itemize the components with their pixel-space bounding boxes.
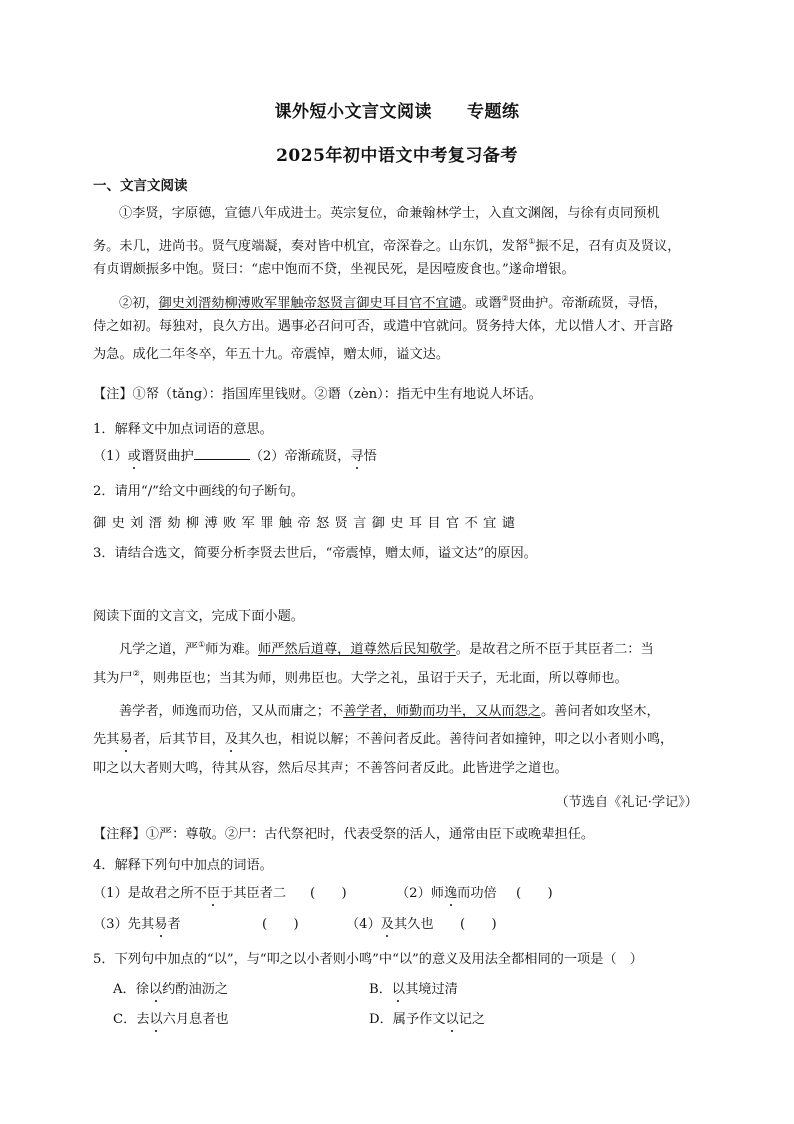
question-4-blank-3[interactable]: ( )	[262, 917, 299, 932]
question-4-stem: 4．解释下列句中加点的词语。	[93, 858, 273, 873]
option-d[interactable]: D．属予作文以记之	[369, 1012, 486, 1027]
passage1-para2-line3: 为急。成化二年冬卒，年五十九。帝震悼，赠太师，谥文达。	[93, 347, 450, 362]
question-2-stem: 2．请用“/”给文中画线的句子断句。	[93, 484, 304, 499]
option-c[interactable]: C．去以六月息者也	[113, 1012, 229, 1027]
passage2-para2-line2: 先其易者，后其节目，及其久也，相说以解；不善问者反此。善待问者如撞钟，叩之以小者则小鸣，	[93, 732, 674, 747]
section-heading: 一、文言文阅读	[93, 178, 188, 194]
question-4-item-3: （3）先其易者	[93, 917, 181, 932]
question-4-item-4: （4）及其久也	[346, 917, 434, 932]
passage1-line2: 务。未几，进尚书。贤气度端凝，奏对皆中机宜，帝深眷之。山东饥，发帑①振不足，召有贞及贤议，	[93, 237, 681, 254]
question-2-characters: 御 史 刘 溍 劾 柳 溥 败 军 罪 触 帝 怒 贤 言 御 史 耳 目 官 不 宜 谴	[93, 516, 516, 531]
option-b[interactable]: B．以其境过清	[369, 982, 458, 997]
question-4-item-1: （1）是故君之所不臣于其臣者二	[93, 886, 287, 901]
passage1-line1: ①李贤，字原德，宣德八年成进士。英宗复位，命兼翰林学士，入直文渊阁，与徐有贞同预机	[119, 206, 660, 221]
passage2-para1-line2: 其为尸②，则弗臣也；当其为师，则弗臣也。大学之礼，虽诏于天子，无北面，所以尊师也。	[93, 669, 628, 686]
note-1: 【注】①帑（tǎng）：指国库里钱财。②谮（zèn）：指无中生有地说人坏话。	[93, 387, 542, 402]
question-4-item-2: （2）师逸而功倍	[396, 886, 497, 901]
question-4-blank-4[interactable]: ( )	[460, 917, 497, 932]
passage1-line3: 有贞谓颇振多中饱。贤曰：“虑中饱而不贷，坐视民死，是因噎废食也。”遂命增银。	[93, 262, 575, 277]
question-4-blank-1[interactable]: ( )	[310, 886, 347, 901]
question-1-items: （1）或谮贤曲护 （2）帝渐疏贤，寻悟	[93, 449, 377, 464]
option-a[interactable]: A．徐以约酌油沥之	[113, 982, 229, 997]
passage2-para2-line3: 叩之以大者则大鸣，待其从容，然后尽其声；不善答问者反此。此皆进学之道也。	[93, 761, 568, 776]
page-title: 课外短小文言文阅读 专题练	[274, 102, 520, 122]
underlined-sentence-3: 善学者，师勤而功半，又从而怨之	[343, 704, 541, 719]
question-5-stem: 5．下列句中加点的“以”，与“叩之以小者则小鸣”中“以”的意义及用法全都相同的一项是（ ）	[93, 952, 643, 967]
underlined-sentence-2: 师严然后道尊，道尊然后民知敬学	[258, 642, 456, 657]
underlined-sentence: 御史刘溍劾柳溥败军罪触帝怒贤言御史耳目官不宜谴	[158, 296, 462, 311]
passage2-intro: 阅读下面的文言文，完成下面小题。	[93, 609, 304, 624]
passage2-para1-line1: 凡学之道，严①师为难。师严然后道尊，道尊然后民知敬学。是故君之所不臣于其臣者二：当	[119, 640, 654, 657]
note-2: 【注释】①严：尊敬。②尸：古代祭祀时，代表受祭的活人，通常由臣下或晚辈担任。	[93, 827, 595, 842]
page-subtitle: 2025年初中语文中考复习备考	[276, 146, 518, 166]
question-3-stem: 3．请结合选文，简要分析李贤去世后，“帝震悼，赠太师，谥文达”的原因。	[93, 546, 537, 561]
passage2-para2-line1: 善学者，师逸而功倍，又从而庸之；不善学者，师勤而功半，又从而怨之。善问者如攻坚木，	[119, 704, 660, 719]
source-citation: （节选自《礼记·学记》）	[555, 795, 698, 810]
passage1-para2-line2: 侍之如初。每独对，良久方出。遇事必召问可否，或遣中官就问。贤务持大体，尤以惜人才、开言路	[93, 319, 674, 334]
passage1-para2-line1: ②初，御史刘溍劾柳溥败军罪触帝怒贤言御史耳目官不宜谴。或谮②贤曲护。帝渐疏贤，寻悟，	[119, 294, 667, 311]
question-1-stem: 1．解释文中加点词语的意思。	[93, 422, 273, 437]
answer-blank[interactable]	[194, 447, 250, 460]
question-4-blank-2[interactable]: ( )	[516, 886, 553, 901]
